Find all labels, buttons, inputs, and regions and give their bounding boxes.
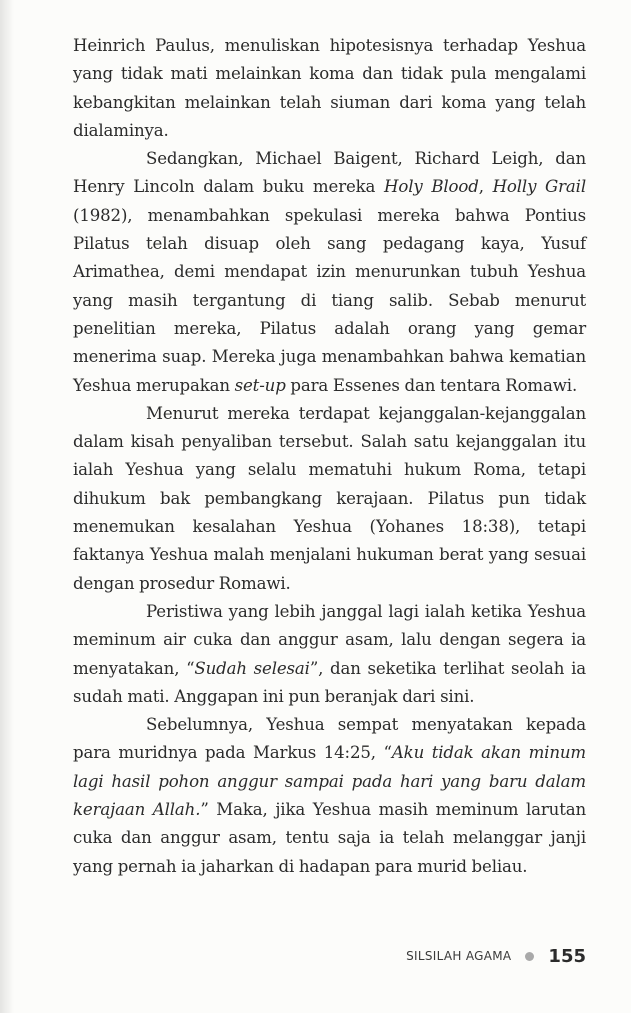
quote-italic: Aku tidak akan minum lagi hasil pohon anggur sampai pada hari yang baru dalam kerajaan Allah. <box>73 743 586 820</box>
text-fragment: , <box>478 177 493 197</box>
body-text <box>73 32 586 881</box>
page-footer <box>406 944 586 968</box>
bullet-dot-icon <box>525 952 534 961</box>
text-fragment: para Essenes dan tentara Romawi. <box>285 375 578 395</box>
page-gutter-shadow <box>0 0 14 1013</box>
book-title-italic: Holly Grail <box>492 177 586 197</box>
text-fragment: Heinrich Paulus, menuliskan hipotesisnya terhadap Yeshua yang tidak mati melainkan koma dan tidak pula mengalami kebangkitan melainkan telah siuman dari koma yang telah dialaminya. <box>73 36 586 140</box>
text-fragment: (1982), menambahkan spekulasi mereka bahwa Pontius Pilatus telah disuap oleh sang pedagang kaya, Yusuf Arimathea, demi mendapat izin menurunkan tubuh Yeshua yang masih tergantung di tiang salib. Sebab menurut penelitian mereka, Pilatus adalah orang yang gemar menerima suap. Mereka juga menambahkan bahwa kematian Yeshua merupakan <box>73 205 586 395</box>
text-fragment: Sebelumnya, Yeshua sempat menyatakan kepada para muridnya pada Markus 14:25, “ <box>73 715 586 763</box>
text-fragment: Sedangkan, Michael Baigent, Richard Leigh, dan Henry Lincoln dalam buku mereka <box>73 149 586 197</box>
running-head: SILSILAH AGAMA <box>406 949 512 963</box>
italic-term: set-up <box>234 375 286 395</box>
paragraph <box>73 598 586 711</box>
paragraph <box>73 145 586 400</box>
text-fragment: ” Maka, jika Yeshua masih meminum larutan cuka dan anggur asam, tentu saja ia telah melanggar janji yang pernah ia jaharkan di hadapan para murid beliau. <box>73 800 586 876</box>
text-fragment: ”, dan seketika terlihat seolah ia sudah mati. Anggapan ini pun beranjak dari sini. <box>73 658 586 706</box>
page-number: 155 <box>548 945 586 967</box>
paragraph <box>73 711 586 881</box>
paragraph <box>73 32 586 145</box>
book-title-italic: Holy Blood <box>384 177 479 197</box>
paragraph <box>73 400 586 598</box>
text-fragment: Menurut mereka terdapat kejanggalan-kejanggalan dalam kisah penyaliban tersebut. Salah satu kejanggalan itu ialah Yeshua yang selalu mematuhi hukum Roma, tetapi dihukum bak pembangkang kerajaan. Pilatus pun tidak menemukan kesalahan Yeshua (Yohanes 18:38), tetapi faktanya Yeshua malah menjalani hukuman berat yang sesuai dengan prosedur Romawi. <box>73 403 586 593</box>
quote-italic: Sudah selesai <box>194 658 310 678</box>
text-fragment: Peristiwa yang lebih janggal lagi ialah ketika Yeshua meminum air cuka dan anggur asam, lalu dengan segera ia menyatakan, “ <box>73 601 586 678</box>
